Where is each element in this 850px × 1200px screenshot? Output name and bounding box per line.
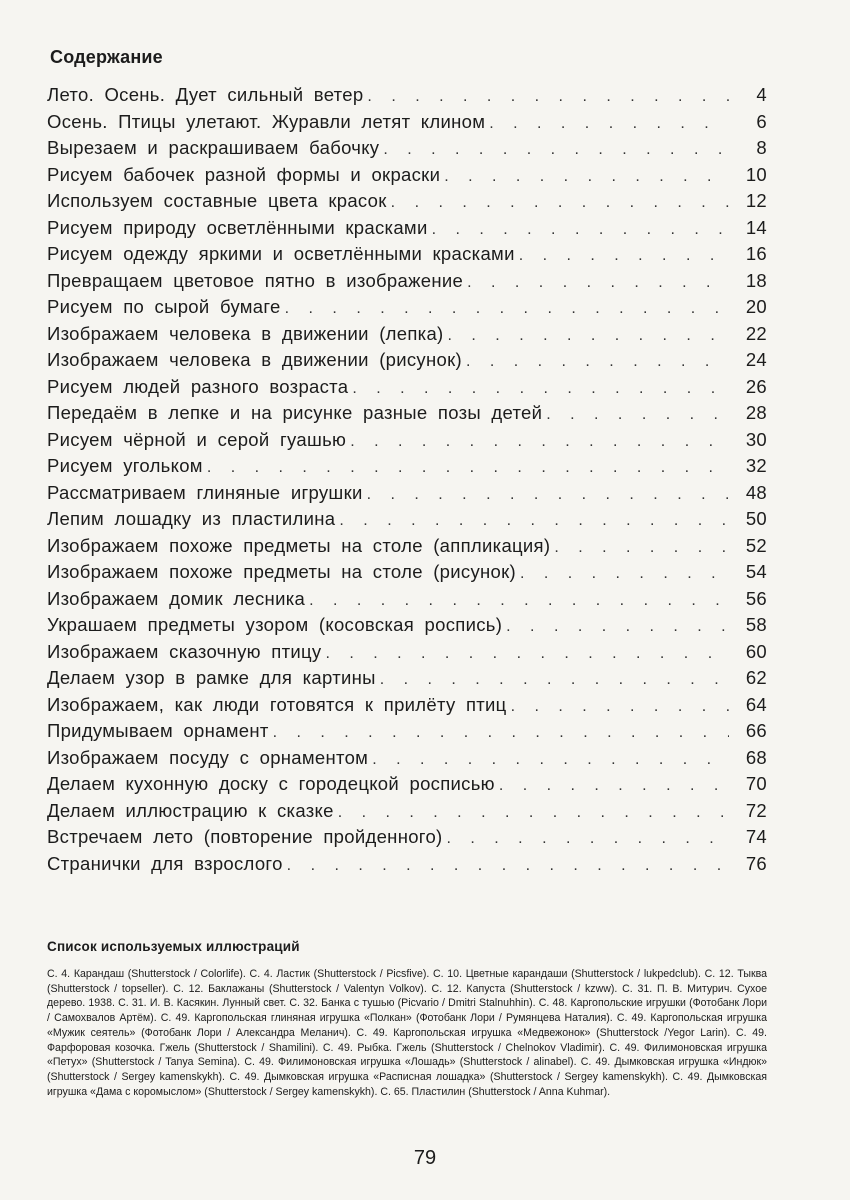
dot-leader	[448, 327, 729, 345]
toc-entry	[47, 826, 767, 853]
toc-entry-page: 58	[745, 614, 767, 635]
toc-entry-page: 54	[745, 561, 767, 582]
toc-entry-title: Лепим лошадку из пластилина	[47, 508, 336, 529]
dot-leader	[447, 830, 730, 848]
toc-entry	[47, 667, 767, 694]
toc-entry-page: 20	[745, 296, 767, 317]
dot-leader	[506, 618, 729, 636]
toc-entry	[47, 773, 767, 800]
toc-entry-title: Украшаем предметы узором (косовская роспись)	[47, 614, 503, 635]
toc-entry-page: 64	[745, 693, 767, 715]
toc-entry-page: 72	[745, 799, 767, 821]
toc-entry-title: Встречаем лето (повторение пройденного)	[47, 826, 443, 847]
toc-entry	[47, 190, 767, 217]
toc-entry-title: Рисуем по сырой бумаге	[47, 296, 281, 317]
toc-entry-title: Рисуем одежду яркими и осветлёнными красками	[47, 243, 515, 264]
toc-entry	[47, 800, 767, 827]
toc-entry-page: 68	[745, 746, 767, 768]
dot-leader	[338, 804, 729, 822]
toc-entry	[47, 349, 767, 376]
toc-entry-page: 16	[745, 243, 767, 264]
toc-entry-title: Делаем кухонную доску с городецкой росписью	[47, 773, 495, 794]
dot-leader	[207, 459, 729, 477]
toc-entry-page: 32	[745, 455, 767, 476]
toc-entry	[47, 561, 767, 588]
toc-entry	[47, 694, 767, 721]
toc-entry-title: Изображаем похоже предметы на столе (аппликация)	[47, 534, 551, 556]
dot-leader	[554, 539, 729, 557]
toc-entry-title: Изображаем посуду с орнаментом	[47, 746, 369, 768]
dot-leader	[489, 115, 729, 133]
toc-entry-page: 56	[745, 587, 767, 609]
toc-entry-page: 30	[745, 428, 767, 450]
toc-entry-page: 74	[745, 826, 767, 847]
toc-entry-page: 66	[745, 720, 767, 741]
toc-entry-title: Осень. Птицы улетают. Журавли летят клином	[47, 110, 486, 132]
toc-entry-page: 76	[745, 852, 767, 874]
toc-entry-page: 4	[756, 84, 767, 105]
toc-entry-title: Рисуем бабочек разной формы и окраски	[47, 163, 441, 185]
toc-entry-title: Изображаем домик лесника	[47, 587, 306, 609]
toc-entry-title: Вырезаем и раскрашиваем бабочку	[47, 137, 380, 158]
toc-entry	[47, 535, 767, 562]
toc-entry-title: Передаём в лепке и на рисунке разные позы детей	[47, 402, 543, 423]
toc-entry	[47, 588, 767, 615]
toc-entry	[47, 614, 767, 641]
toc-entry	[47, 376, 767, 403]
toc-entry-title: Лето. Осень. Дует сильный ветер	[47, 84, 364, 105]
dot-leader	[499, 777, 729, 795]
toc-entry	[47, 296, 767, 323]
toc-entry-title: Рисуем чёрной и серой гуашью	[47, 428, 347, 450]
toc-entry-title: Используем составные цвета красок	[47, 190, 387, 211]
toc-entry	[47, 243, 767, 270]
toc-entry-page: 22	[745, 322, 767, 344]
toc-entry-page: 12	[745, 190, 767, 211]
toc-entry-title: Рассматриваем глиняные игрушки	[47, 481, 363, 503]
dot-leader	[383, 141, 729, 159]
toc-entry-title: Рисуем людей разного возраста	[47, 375, 349, 397]
dot-leader	[380, 671, 729, 689]
toc-entry	[47, 508, 767, 535]
toc-entry-title: Изображаем, как люди готовятся к прилёту птиц	[47, 693, 507, 715]
toc-entry-page: 6	[756, 110, 767, 132]
dot-leader	[466, 353, 729, 371]
toc-entry	[47, 402, 767, 429]
toc-entry	[47, 429, 767, 456]
table-of-contents	[47, 84, 767, 879]
dot-leader	[372, 751, 729, 769]
dot-leader	[432, 221, 729, 239]
dot-leader	[391, 194, 729, 212]
toc-entry	[47, 853, 767, 880]
dot-leader	[325, 645, 729, 663]
toc-entry	[47, 137, 767, 164]
toc-entry	[47, 641, 767, 668]
dot-leader	[511, 698, 729, 716]
toc-entry-title: Рисуем природу осветлёнными красками	[47, 216, 428, 238]
dot-leader	[287, 857, 729, 875]
dot-leader	[339, 512, 729, 530]
toc-entry-page: 14	[745, 216, 767, 238]
toc-entry-page: 60	[745, 640, 767, 662]
dot-leader	[367, 486, 729, 504]
toc-entry	[47, 323, 767, 350]
toc-entry-page: 50	[745, 508, 767, 529]
toc-entry-title: Превращаем цветовое пятно в изображение	[47, 269, 464, 291]
dot-leader	[273, 724, 729, 742]
toc-entry-title: Изображаем человека в движении (рисунок)	[47, 349, 462, 370]
toc-entry-page: 52	[745, 534, 767, 556]
toc-entry-title: Странички для взрослого	[47, 852, 283, 874]
toc-entry	[47, 747, 767, 774]
illustrations-heading: Список используемых иллюстраций	[47, 939, 300, 954]
toc-entry	[47, 270, 767, 297]
toc-entry-page: 62	[745, 667, 767, 688]
dot-leader	[467, 274, 729, 292]
dot-leader	[285, 300, 729, 318]
toc-entry-title: Изображаем человека в движении (лепка)	[47, 322, 444, 344]
toc-entry-title: Рисуем угольком	[47, 455, 203, 476]
toc-entry-title: Придумываем орнамент	[47, 720, 269, 741]
dot-leader	[519, 247, 729, 265]
dot-leader	[309, 592, 729, 610]
toc-entry-page: 70	[745, 773, 767, 794]
toc-entry	[47, 455, 767, 482]
toc-entry-title: Делаем иллюстрацию к сказке	[47, 799, 334, 821]
toc-entry-title: Изображаем сказочную птицу	[47, 640, 322, 662]
toc-entry-page: 18	[745, 269, 767, 291]
page-number: 79	[413, 1147, 437, 1169]
toc-entry-title: Изображаем похоже предметы на столе (рисунок)	[47, 561, 516, 582]
toc-entry-page: 8	[756, 137, 767, 158]
dot-leader	[546, 406, 729, 424]
dot-leader	[367, 88, 729, 106]
toc-entry-page: 24	[745, 349, 767, 370]
dot-leader	[520, 565, 729, 583]
toc-entry-page: 48	[745, 481, 767, 503]
contents-heading: Содержание	[50, 47, 163, 67]
illustrations-credits: С. 4. Карандаш (Shutterstock / Colorlife). С. 4. Ластик (Shutterstock / Picsfive). С. 10. Цветные карандаши (Shutterstock / lukpedclub). С. 12. Тыква (Shutterstock / topseller). С. 12. Баклажаны (Shutterstock / Valentyn Volkov). С. 12. Капуста (Shutterstock / kzww). С. 31. П. В. Митурич. Сухое дерево. 1938. С. 31. И. В. Касякин. Лунный свет. С. 32. Банка с тушью (Picvario / Dmitri Stalnuhhin). С. 48. Каргопольские игрушки (Фотобанк Лори / Самохвалов Артём). С. 49. Каргопольская глиняная игрушка «Полкан» (Фотобанк Лори / Румянцева Наталия). С. 49. Каргопольская игрушка «Мужик сеятель» (Фотобанк Лори / Александра Меланич). С. 49. Каргопольская игрушка «Медвежонок» (Shutterstock /Yegor Larin). С. 49. Фарфоровая козочка. Гжель (Shutterstock / Shamilini). С. 49. Рыбка. Гжель (Shutterstock / Chelnokov Vladimir). С. 49. Филимоновская игрушка «Петух» (Shutterstock / Tanya Semina). С. 49. Филимоновская игрушка «Лошадь» (Shutterstock / alinabel). С. 49. Дымковская игрушка «Индюк» (Shutterstock / Sergey kamenskykh). С. 49. Дымковская игрушка «Расписная лошадка» (Shutterstock / Sergey kamenskykh). С. 49. Дымковская игрушка «Дама с коромыслом» (Shutterstock / Sergey kamenskykh). С. 65. Пластилин (Shutterstock / Anna Kuhmar).	[47, 968, 767, 1098]
dot-leader	[350, 433, 729, 451]
toc-entry	[47, 720, 767, 747]
toc-entry-page: 26	[745, 375, 767, 397]
dot-leader	[444, 168, 729, 186]
toc-entry	[47, 111, 767, 138]
toc-entry	[47, 217, 767, 244]
toc-entry	[47, 84, 767, 111]
toc-entry-title: Делаем узор в рамке для картины	[47, 667, 376, 688]
toc-entry	[47, 164, 767, 191]
dot-leader	[352, 380, 729, 398]
toc-entry-page: 10	[745, 163, 767, 185]
toc-entry-page: 28	[745, 402, 767, 423]
toc-entry	[47, 482, 767, 509]
